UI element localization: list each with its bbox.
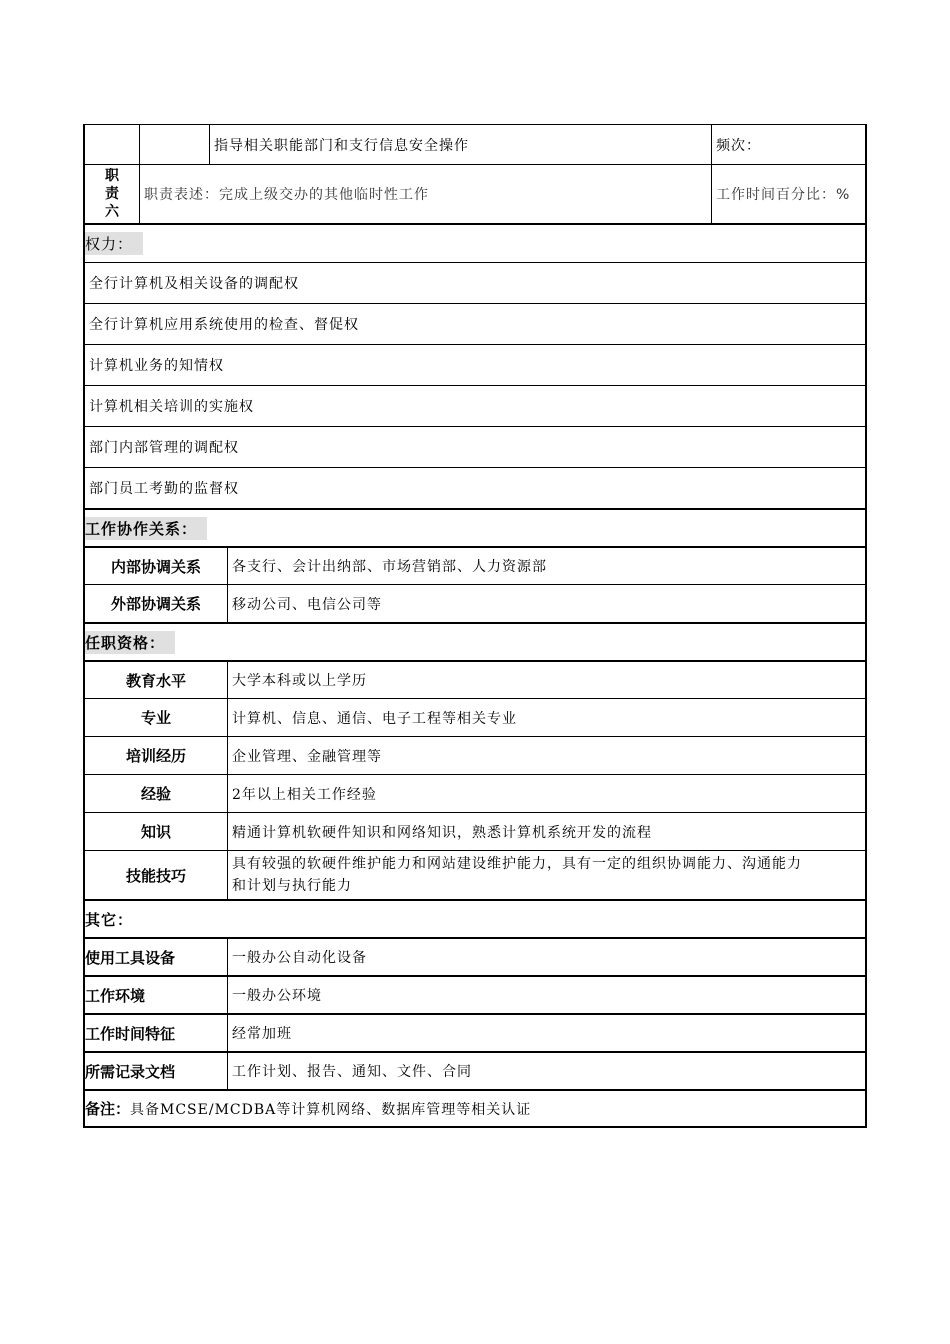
external-relations-label: 外部协调关系 (110, 595, 201, 613)
duty-six-char-1: 职 (105, 168, 119, 184)
duty-row-top (83, 124, 867, 164)
qualification-row (83, 736, 867, 774)
duty-blank-cell (139, 125, 209, 164)
qualification-value: 计算机、信息、通信、电子工程等相关专业 (227, 699, 865, 736)
other-value: 一般办公环境 (227, 977, 865, 1013)
qualification-value: 精通计算机软硬件知识和网络知识，熟悉计算机系统开发的流程 (227, 813, 865, 850)
external-relations-value: 移动公司、电信公司等 (227, 585, 865, 622)
other-label: 所需记录文档 (85, 1062, 176, 1081)
remark-label: 备注： (85, 1100, 131, 1118)
qualification-label: 经验 (140, 785, 171, 803)
authority-item-text: 计算机相关培训的实施权 (89, 399, 254, 415)
duty-six-time-percentage: 工作时间百分比：% (711, 165, 865, 223)
qualification-label: 技能技巧 (125, 866, 186, 885)
duty-frequency-label: 频次： (711, 125, 865, 164)
remark-text: 具备MCSE/MCDBA等计算机网络、数据库管理等相关认证 (130, 1101, 532, 1118)
other-section-header (83, 899, 867, 937)
authority-item-text: 部门员工考勤的监督权 (89, 481, 239, 497)
authority-item-text: 全行计算机应用系统使用的检查、督促权 (89, 317, 359, 333)
qualification-value: 大学本科或以上学历 (227, 662, 865, 698)
duty-six-char-2: 责 (105, 186, 119, 202)
qualification-value: 企业管理、金融管理等 (227, 737, 865, 774)
other-label: 工作时间特征 (85, 1024, 176, 1043)
duty-number-cell (85, 125, 139, 164)
authority-item (83, 426, 867, 467)
duty-six-description: 职责表述：完成上级交办的其他临时性工作 (139, 165, 711, 223)
qualification-label: 培训经历 (125, 747, 186, 765)
other-label: 使用工具设备 (85, 948, 176, 967)
qualification-label: 知识 (140, 823, 171, 841)
job-description-table (83, 124, 867, 1128)
duty-top-text: 指导相关职能部门和支行信息安全操作 (209, 125, 711, 164)
other-row (83, 1013, 867, 1051)
relations-external-row (83, 584, 867, 622)
qualification-row (83, 812, 867, 850)
qualification-row (83, 660, 867, 698)
qualification-row (83, 698, 867, 736)
qualification-value: 2年以上相关工作经验 (227, 775, 865, 812)
qualification-value (227, 851, 865, 899)
qualification-label: 教育水平 (125, 671, 186, 690)
qualifications-title: 任职资格： (85, 631, 175, 654)
remark-row (83, 1089, 867, 1128)
authority-item-text: 部门内部管理的调配权 (89, 440, 239, 456)
duty-six-char-3: 六 (105, 204, 119, 220)
authority-item (83, 385, 867, 426)
other-title: 其它： (85, 910, 134, 929)
duty-six-label (85, 165, 139, 223)
qualification-row (83, 850, 867, 899)
other-value: 经常加班 (227, 1015, 865, 1051)
internal-relations-value: 各支行、会计出纳部、市场营销部、人力资源部 (227, 548, 865, 584)
authority-item-text: 全行计算机及相关设备的调配权 (89, 276, 299, 292)
authority-title: 权力： (85, 232, 143, 255)
other-row (83, 1051, 867, 1089)
authority-item (83, 467, 867, 508)
authority-section-header (83, 223, 867, 262)
other-value: 工作计划、报告、通知、文件、合同 (227, 1053, 865, 1089)
qualification-value-line-1: 具有较强的软硬件维护能力和网站建设维护能力，具有一定的组织协调能力、沟通能力 (232, 856, 802, 872)
authority-item-text: 计算机业务的知情权 (89, 358, 224, 374)
authority-item (83, 344, 867, 385)
duty-six-row (83, 164, 867, 223)
relations-internal-row (83, 546, 867, 584)
relations-section-header (83, 508, 867, 546)
other-label: 工作环境 (85, 986, 146, 1005)
relations-title: 工作协作关系： (85, 517, 207, 540)
authority-item (83, 262, 867, 303)
internal-relations-label: 内部协调关系 (110, 557, 201, 576)
other-row (83, 975, 867, 1013)
authority-item (83, 303, 867, 344)
other-row (83, 937, 867, 975)
qualification-value-line-2: 和计划与执行能力 (232, 878, 352, 894)
other-value: 一般办公自动化设备 (227, 939, 865, 975)
qualifications-section-header (83, 622, 867, 660)
qualification-label: 专业 (140, 709, 171, 727)
qualification-row (83, 774, 867, 812)
